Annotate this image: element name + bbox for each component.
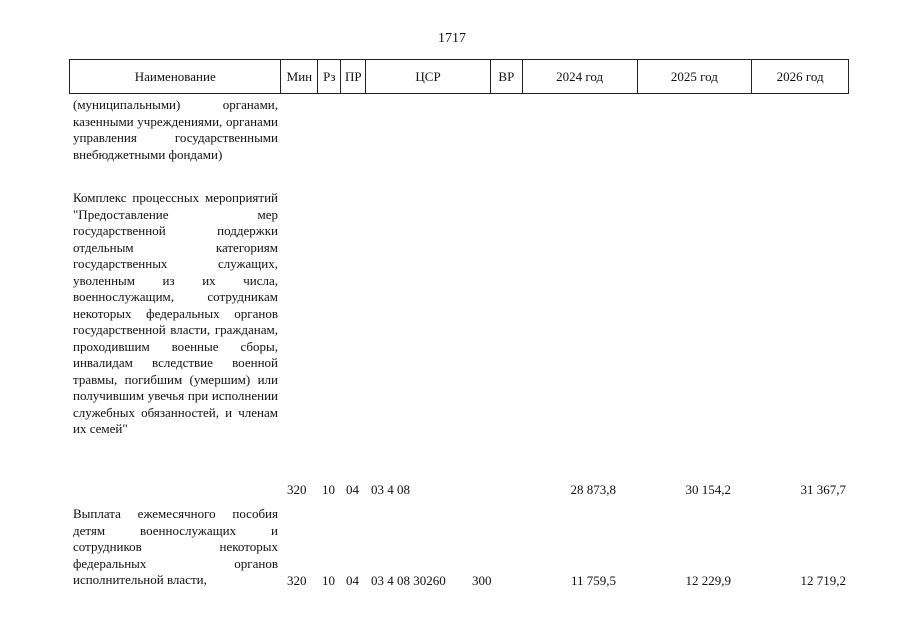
cell-rz: 10 [322, 573, 335, 588]
cell-2026: 31 367,7 [800, 482, 846, 497]
table-header [69, 59, 849, 94]
cell-vr: 300 [472, 573, 492, 588]
header-csr: ЦСР [366, 60, 491, 93]
cell-rz: 10 [322, 482, 335, 497]
cell-csr: 03 4 08 [371, 482, 410, 497]
table-row-name: Комплекс процессных мероприятий "Предоставление мер государственной поддержки отдельным категориям государственных служащих, уволенным из их числа, военнослужащим, сотрудникам некоторых федеральных органов государственной власти, гражданам, проходившим военные сборы, инвалидам вследствие военной травмы, погибшим (умершим) или получившим увечья при исполнении служебных обязанностей, и членам их семей" [73, 190, 278, 436]
header-vr: ВР [491, 60, 523, 93]
cell-min: 320 [287, 573, 307, 588]
header-2026: 2026 год [776, 68, 824, 84]
cell-2026: 12 719,2 [800, 573, 846, 588]
cell-2025: 30 154,2 [685, 482, 731, 497]
header-min: Мин [281, 60, 318, 93]
cell-min: 320 [287, 482, 307, 497]
page-number: 1717 [438, 31, 466, 46]
header-pr: ПР [341, 60, 366, 93]
cell-csr: 03 4 08 30260 [371, 573, 446, 588]
table-row-name: Выплата ежемесячного пособия детям военнослужащих и сотрудников некоторых федеральных органов исполнительной власти, [73, 506, 278, 587]
header-2024: 2024 год [523, 60, 638, 93]
cell-pr: 04 [346, 482, 359, 497]
cell-pr: 04 [346, 573, 359, 588]
table-row-name: (муниципальными) органами, казенными учреждениями, органами управления государственными внебюджетными фондами) [73, 97, 278, 162]
header-name: Наименование [70, 60, 281, 93]
header-2025: 2025 год [638, 60, 753, 93]
cell-2025: 12 229,9 [685, 573, 731, 588]
cell-2024: 28 873,8 [570, 482, 616, 497]
cell-2024: 11 759,5 [570, 573, 616, 588]
header-rz: Рз [318, 60, 341, 93]
